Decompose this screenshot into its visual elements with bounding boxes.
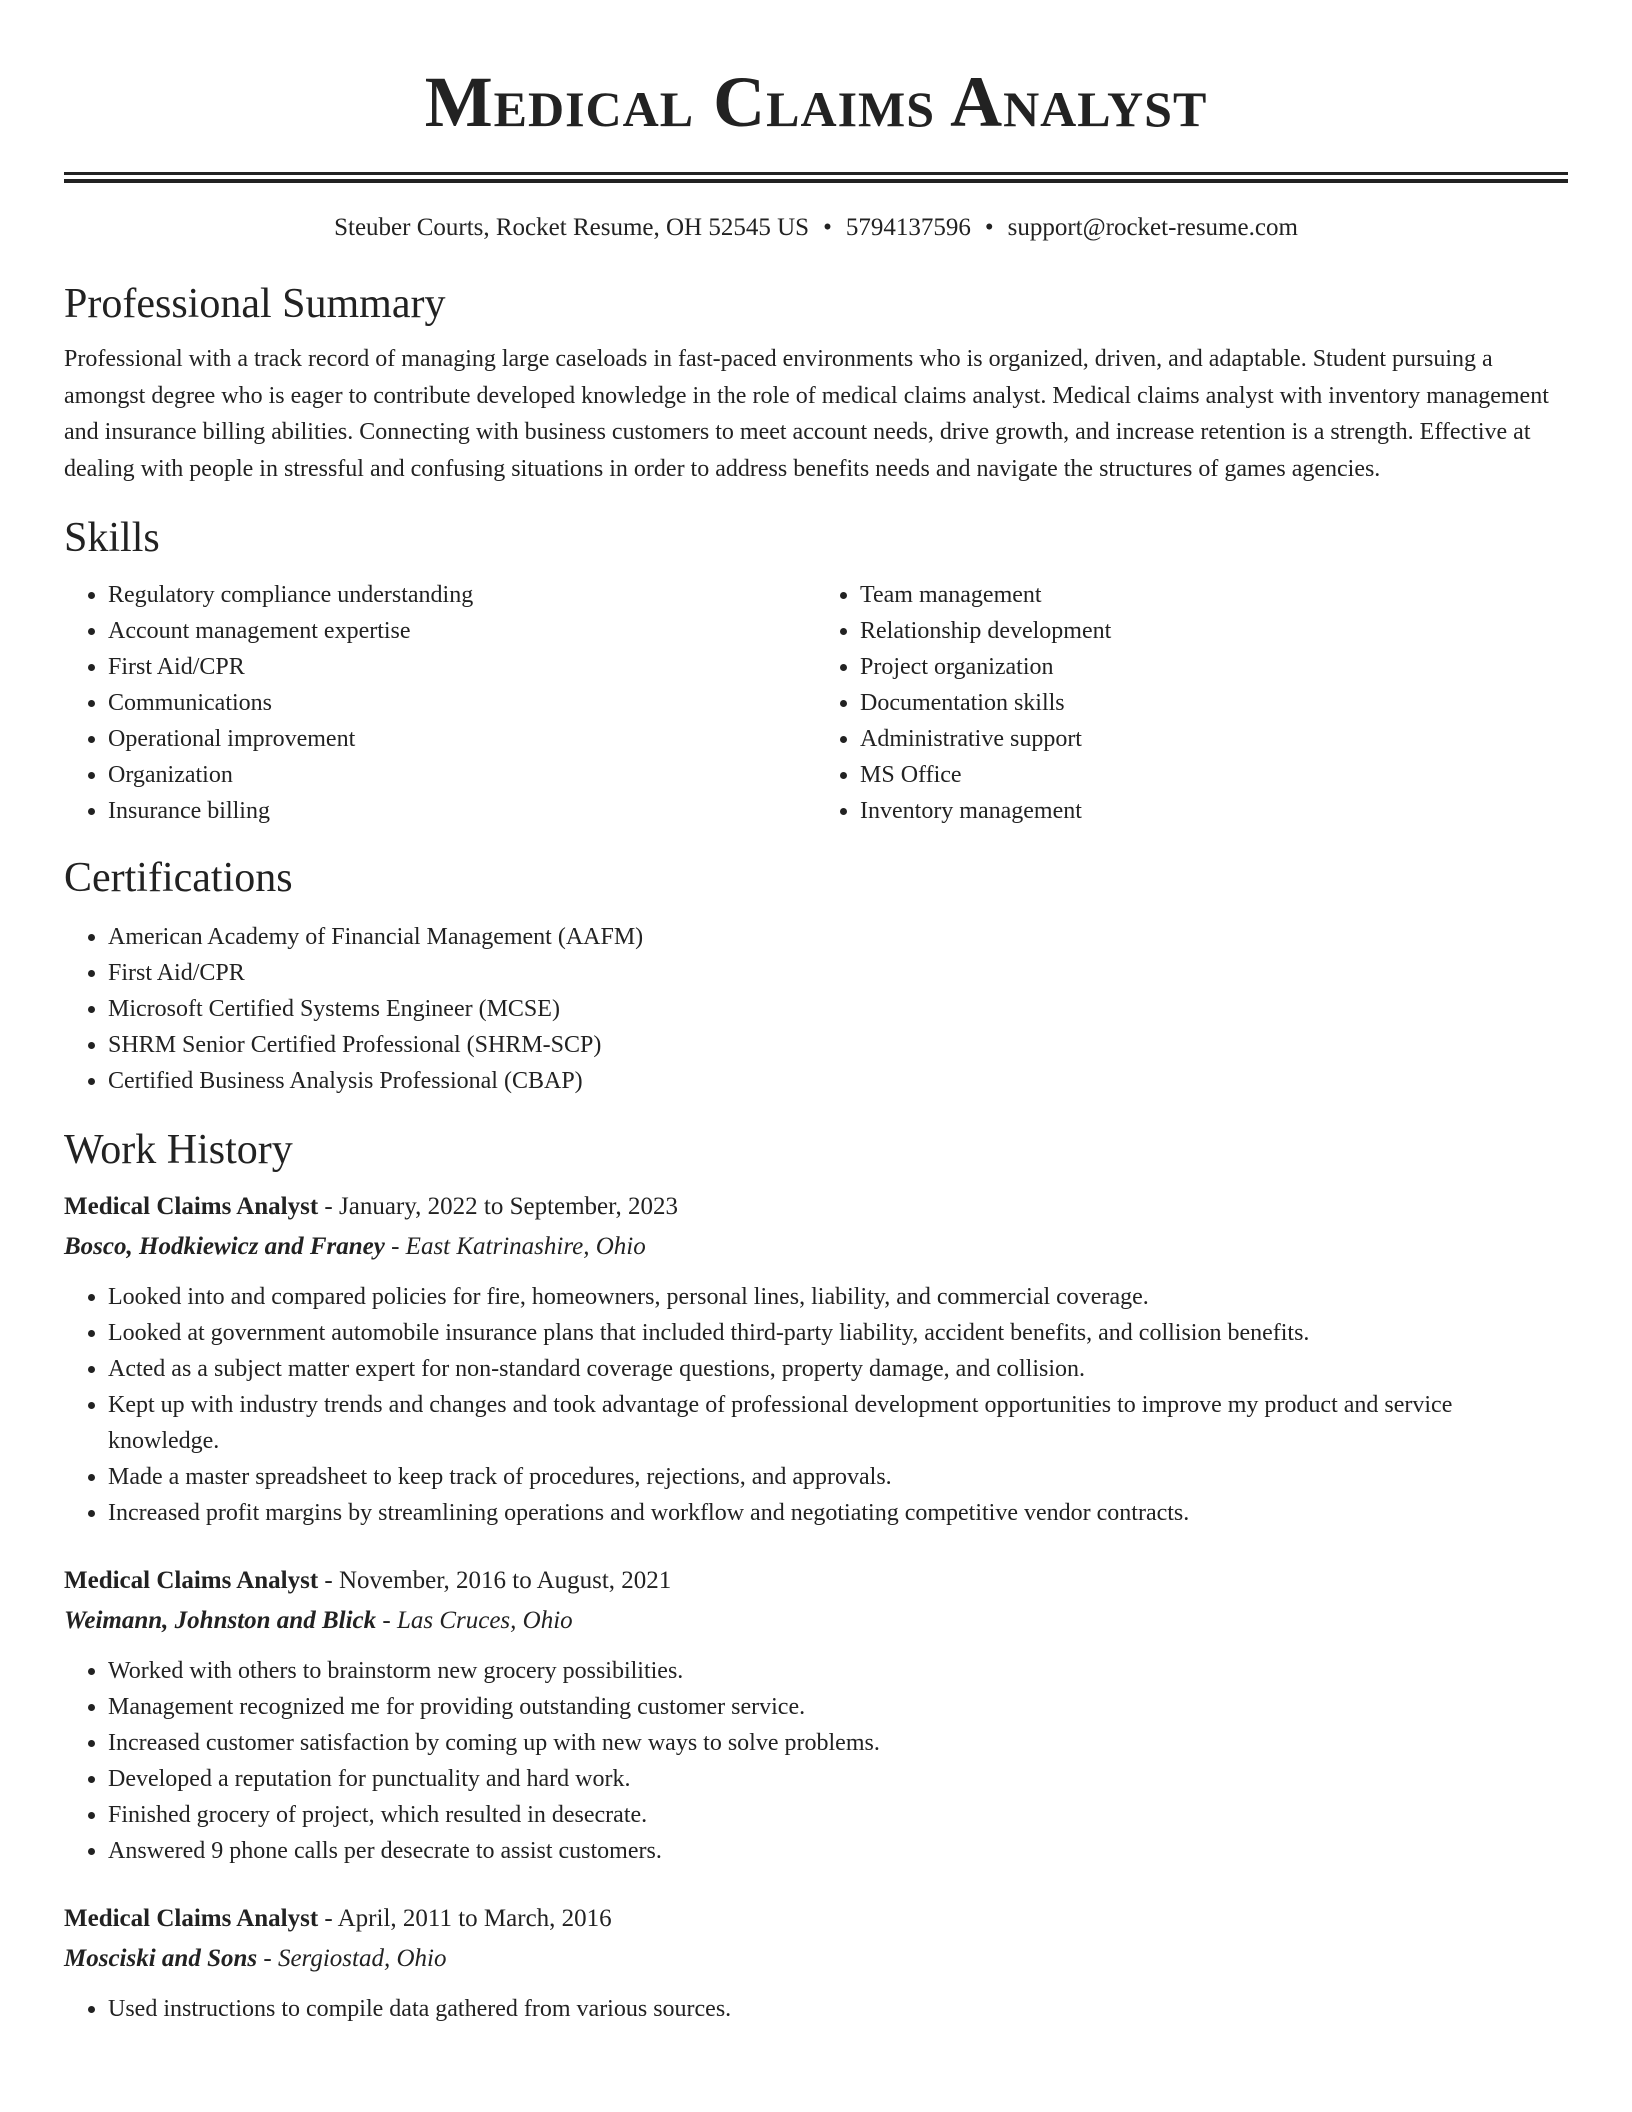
job-bullet: • Answered 9 phone calls per desecrate to assist customers. (108, 1833, 1568, 1869)
skill-item: • Relationship development (860, 613, 1568, 649)
job-bullets (64, 1991, 1568, 2027)
job-dates: January, 2022 to September, 2023 (339, 1193, 678, 1220)
skill-item: • Inventory management (860, 793, 1568, 829)
job-title: Medical Claims Analyst (64, 1567, 319, 1594)
job-company: Bosco, Hodkiewicz and Franey (64, 1233, 385, 1260)
contact-separator: • (823, 214, 832, 241)
job-dates: November, 2016 to August, 2021 (339, 1567, 672, 1594)
job-bullet: • Management recognized me for providing outstanding customer service. (108, 1689, 1568, 1725)
skill-item: • Operational improvement (108, 721, 816, 757)
skill-item: • Regulatory compliance understanding (108, 577, 816, 613)
contact-line (64, 213, 1568, 243)
skills-column-left (64, 577, 816, 829)
skills-heading: Skills (64, 515, 160, 561)
certification-item: • American Academy of Financial Management (AAFM) (108, 919, 1568, 955)
certification-item: • First Aid/CPR (108, 955, 1568, 991)
skill-item: • Project organization (860, 649, 1568, 685)
skill-item: • Communications (108, 685, 816, 721)
header-divider (64, 172, 1568, 183)
job-company-line: Weimann, Johnston and Blick - Las Cruces, Ohio (64, 1607, 573, 1634)
certification-item: • Microsoft Certified Systems Engineer (MCSE) (108, 991, 1568, 1027)
job-location: Sergiostad, Ohio (277, 1945, 447, 1972)
contact-address: Steuber Courts, Rocket Resume, OH 52545 US (334, 214, 810, 241)
skills-grid (64, 577, 1568, 829)
skills-column-right (816, 577, 1568, 829)
job-location: Las Cruces, Ohio (396, 1607, 573, 1634)
job-title: Medical Claims Analyst (64, 1193, 319, 1220)
job-header: Medical Claims Analyst - April, 2011 to March, 2016 (64, 1905, 612, 1932)
certification-item: • Certified Business Analysis Professional (CBAP) (108, 1063, 1568, 1099)
resume-page (64, 0, 1568, 2027)
contact-phone: 5794137596 (845, 214, 971, 241)
job-entry (64, 1899, 1568, 2027)
job-bullet: • Worked with others to brainstorm new grocery possibilities. (108, 1653, 1568, 1689)
skill-item: • Account management expertise (108, 613, 816, 649)
job-entry (64, 1561, 1568, 1869)
certifications-heading: Certifications (64, 855, 293, 901)
job-bullet: • Looked at government automobile insurance plans that included third-party liability, accident benefits, and collision benefits. (108, 1315, 1568, 1351)
job-header: Medical Claims Analyst - November, 2016 to August, 2021 (64, 1567, 672, 1594)
job-entry (64, 1187, 1568, 1531)
job-company-line: Bosco, Hodkiewicz and Franey - East Katrinashire, Ohio (64, 1233, 646, 1260)
skill-item: • Organization (108, 757, 816, 793)
job-bullet: • Increased customer satisfaction by coming up with new ways to solve problems. (108, 1725, 1568, 1761)
contact-email: support@rocket-resume.com (1007, 214, 1298, 241)
certifications-list (64, 919, 1568, 1099)
skill-item: • Team management (860, 577, 1568, 613)
job-bullet: • Kept up with industry trends and changes and took advantage of professional development opportunities to improve my product and service knowledge. (108, 1387, 1568, 1459)
skill-item: • Documentation skills (860, 685, 1568, 721)
job-bullet: • Developed a reputation for punctuality and hard work. (108, 1761, 1568, 1797)
job-bullet: • Acted as a subject matter expert for non-standard coverage questions, property damage, and collision. (108, 1351, 1568, 1387)
summary-text: Professional with a track record of managing large caseloads in fast-paced environments who is organized, driven, and adaptable. Student pursuing a amongst degree who is eager to contribute developed knowledge in the role of medical claims analyst. Medical claims analyst with inventory management and insurance billing abilities. Connecting with business customers to meet account needs, drive growth, and increase retention is a strength. Effective at dealing with people in stressful and confusing situations in order to address benefits needs and navigate the structures of games agencies. (64, 346, 1549, 482)
job-bullet: • Used instructions to compile data gathered from various sources. (108, 1991, 1568, 2027)
job-bullets (64, 1279, 1568, 1531)
skill-item: • First Aid/CPR (108, 649, 816, 685)
contact-separator: • (984, 214, 994, 241)
job-dates: April, 2011 to March, 2016 (337, 1905, 612, 1932)
certification-item: • SHRM Senior Certified Professional (SHRM-SCP) (108, 1027, 1568, 1063)
job-title: Medical Claims Analyst (64, 1905, 319, 1932)
job-bullets (64, 1653, 1568, 1869)
job-bullet: • Looked into and compared policies for fire, homeowners, personal lines, liability, and commercial coverage. (108, 1279, 1568, 1315)
work-history-heading: Work History (64, 1127, 293, 1173)
skill-item: • MS Office (860, 757, 1568, 793)
job-company: Mosciski and Sons (64, 1945, 258, 1972)
page-title: Medical Claims Analyst (424, 62, 1208, 142)
skill-item: • Insurance billing (108, 793, 816, 829)
summary-heading: Professional Summary (64, 281, 446, 327)
job-bullet: • Finished grocery of project, which resulted in desecrate. (108, 1797, 1568, 1833)
job-company: Weimann, Johnston and Blick (64, 1607, 377, 1634)
job-bullet: • Increased profit margins by streamlining operations and workflow and negotiating competitive vendor contracts. (108, 1495, 1568, 1531)
job-bullet: • Made a master spreadsheet to keep track of procedures, rejections, and approvals. (108, 1459, 1568, 1495)
job-location: East Katrinashire, Ohio (405, 1233, 646, 1260)
job-header: Medical Claims Analyst - January, 2022 to September, 2023 (64, 1193, 678, 1220)
skill-item: • Administrative support (860, 721, 1568, 757)
job-company-line: Mosciski and Sons - Sergiostad, Ohio (64, 1945, 447, 1972)
